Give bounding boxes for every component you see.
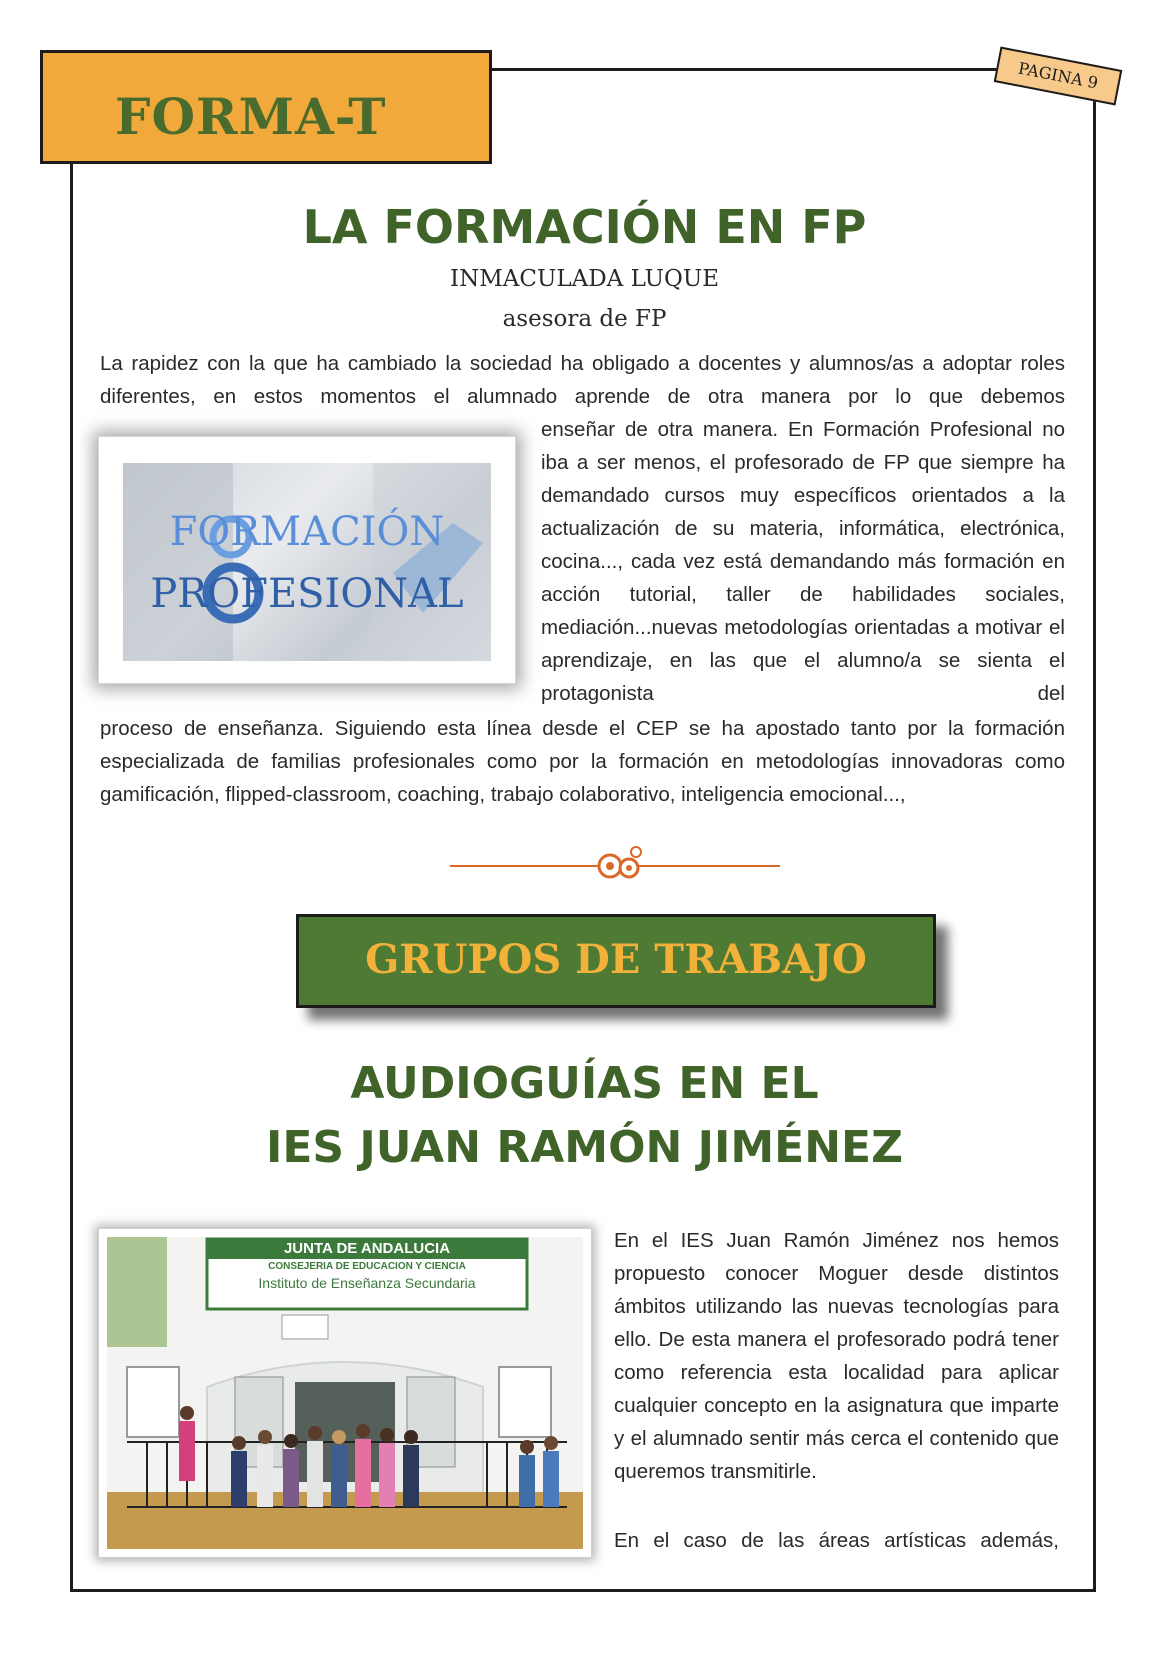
sign-consejeria: CONSEJERIA DE EDUCACION Y CIENCIA <box>268 1261 466 1272</box>
article-paragraph-closing: proceso de enseñanza. Siguiendo esta línea desde el CEP se ha apostado tanto por la formación especializada de familias profesionales como por la formación en metodologías innovadoras como gamificación, flipped-classroom, coaching, trabajo colaborativo, inteligencia emocional..., <box>100 717 1065 806</box>
article2-title-line2: IES JUAN RAMÓN JIMÉNEZ <box>265 1122 903 1173</box>
divider-ornament-icon <box>450 842 785 882</box>
section-banner-label: GRUPOS DE TRABAJO <box>365 936 867 983</box>
sign-instituto: Instituto de Enseñanza Secundaria <box>258 1275 476 1291</box>
image-text-formacion: FORMACIÓN <box>169 509 445 555</box>
article-title: LA FORMACIÓN EN FP <box>302 200 867 254</box>
article2-paragraph-1: En el IES Juan Ramón Jiménez nos hemos propuesto conocer Moguer desde distintos ámbitos utilizando las nuevas tecnologías para ello. De esta manera el profesorado podrá tener como referencia esta localidad para aplicar cualquier concepto en la asignatura que imparte y el alumnado sentir más cerca el contenido que queremos transmitirle. <box>614 1229 1059 1483</box>
article-author-role: asesora de FP <box>502 306 667 332</box>
section-banner <box>296 914 936 1008</box>
school-group-photo <box>98 1228 592 1558</box>
article-paragraph-body: enseñar de otra manera. En Formación Profesional no iba a ser menos, el profesorado de FP que siempre ha demandado cursos muy específicos orientados a la actualización de su materia, informática, electrónica, cocina..., cada vez está demandando más formación en acción tutorial, taller de habilidades sociales, mediación...nuevas metodologías orientadas a motivar el aprendizaje, en las que el alumno/a se sienta el protagonista del <box>541 418 1065 705</box>
article2-title-line1: AUDIOGUÍAS EN EL <box>350 1058 819 1109</box>
formacion-profesional-graphic <box>123 463 491 661</box>
section-tag <box>40 50 492 164</box>
formacion-profesional-image <box>98 436 516 684</box>
sign-junta: JUNTA DE ANDALUCIA <box>283 1240 451 1257</box>
gear-icon <box>123 463 491 661</box>
article-author: INMACULADA LUQUE <box>449 266 720 292</box>
article2-paragraph-2: En el caso de las áreas artísticas además, <box>614 1529 1059 1552</box>
page-number-label: PAGINA 9 <box>994 47 1123 106</box>
image-text-profesional: PROFESIONAL <box>150 571 464 617</box>
article-paragraph-intro: La rapidez con la que ha cambiado la sociedad ha obligado a docentes y alumnos/as a adoptar roles diferentes, en estos momentos el alumnado aprende de otra manera por lo que debemos <box>100 352 1065 408</box>
section-tag-label: FORMA-T <box>115 87 387 146</box>
school-photo-scene <box>107 1237 583 1549</box>
